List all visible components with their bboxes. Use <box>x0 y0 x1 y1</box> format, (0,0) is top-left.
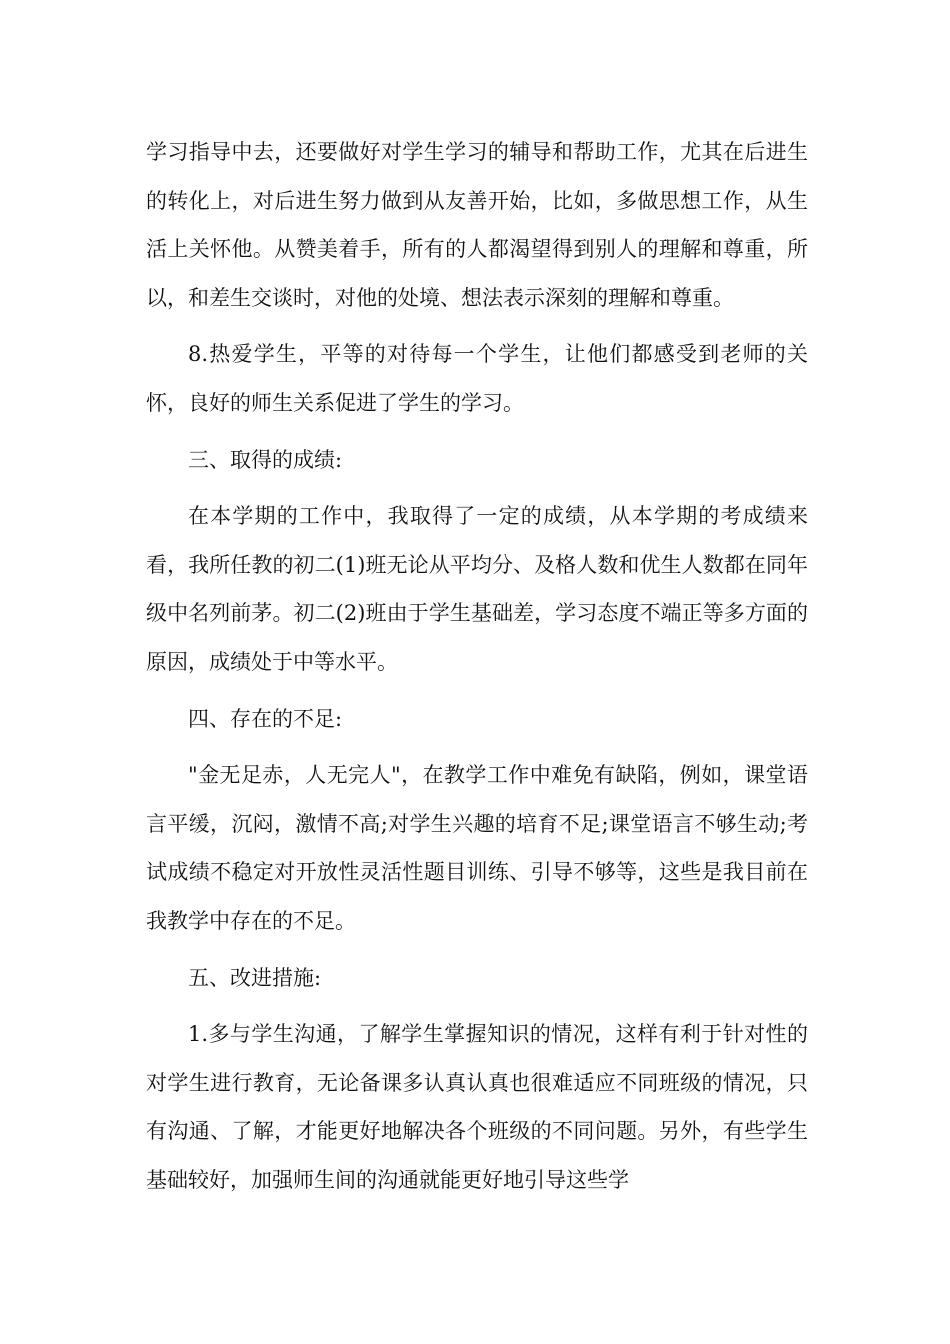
paragraph-continuation: 学习指导中去，还要做好对学生学习的辅导和帮助工作，尤其在后进生的转化上，对后进生努力做到从友善开始，比如，多做思想工作，从生活上关怀他。从赞美着手，所有的人都渴望得到别人的理解和尊重，所以，和差生交谈时，对他的处境、想法表示深刻的理解和尊重。 <box>146 140 808 310</box>
paragraph-item-8: 8.热爱学生，平等的对待每一个学生，让他们都感受到老师的关怀，良好的师生关系促进了学生的学习。 <box>146 342 808 415</box>
section-heading-achievements: 三、取得的成绩: <box>188 447 343 472</box>
paragraph-item-1: 1.多与学生沟通，了解学生掌握知识的情况，这样有利于针对性的对学生进行教育，无论备课多认真认真也很难适应不同班级的情况，只有沟通、了解，才能更好地解决各个班级的不同问题。另外，有些学生基础较好，加强师生间的沟通就能更好地引导这些学 <box>146 1022 808 1192</box>
document-body <box>146 128 808 1212</box>
paragraph-achievements: 在本学期的工作中，我取得了一定的成绩，从本学期的考成绩来看，我所任教的初二(1)班无论从平均分、及格人数和优生人数都在同年级中名列前茅。初二(2)班由于学生基础差，学习态度不端正等多方面的原因，成绩处于中等水平。 <box>146 504 808 674</box>
section-heading-shortcomings: 四、存在的不足: <box>188 706 343 731</box>
section-heading-improvements: 五、改进措施: <box>188 965 322 990</box>
paragraph-shortcomings: "金无足赤，人无完人"，在教学工作中难免有缺陷，例如，课堂语言平缓，沉闷，激情不高;对学生兴趣的培育不足;课堂语言不够生动;考试成绩不稳定对开放性灵活性题目训练、引导不够等，这些是我目前在我教学中存在的不足。 <box>146 763 808 933</box>
